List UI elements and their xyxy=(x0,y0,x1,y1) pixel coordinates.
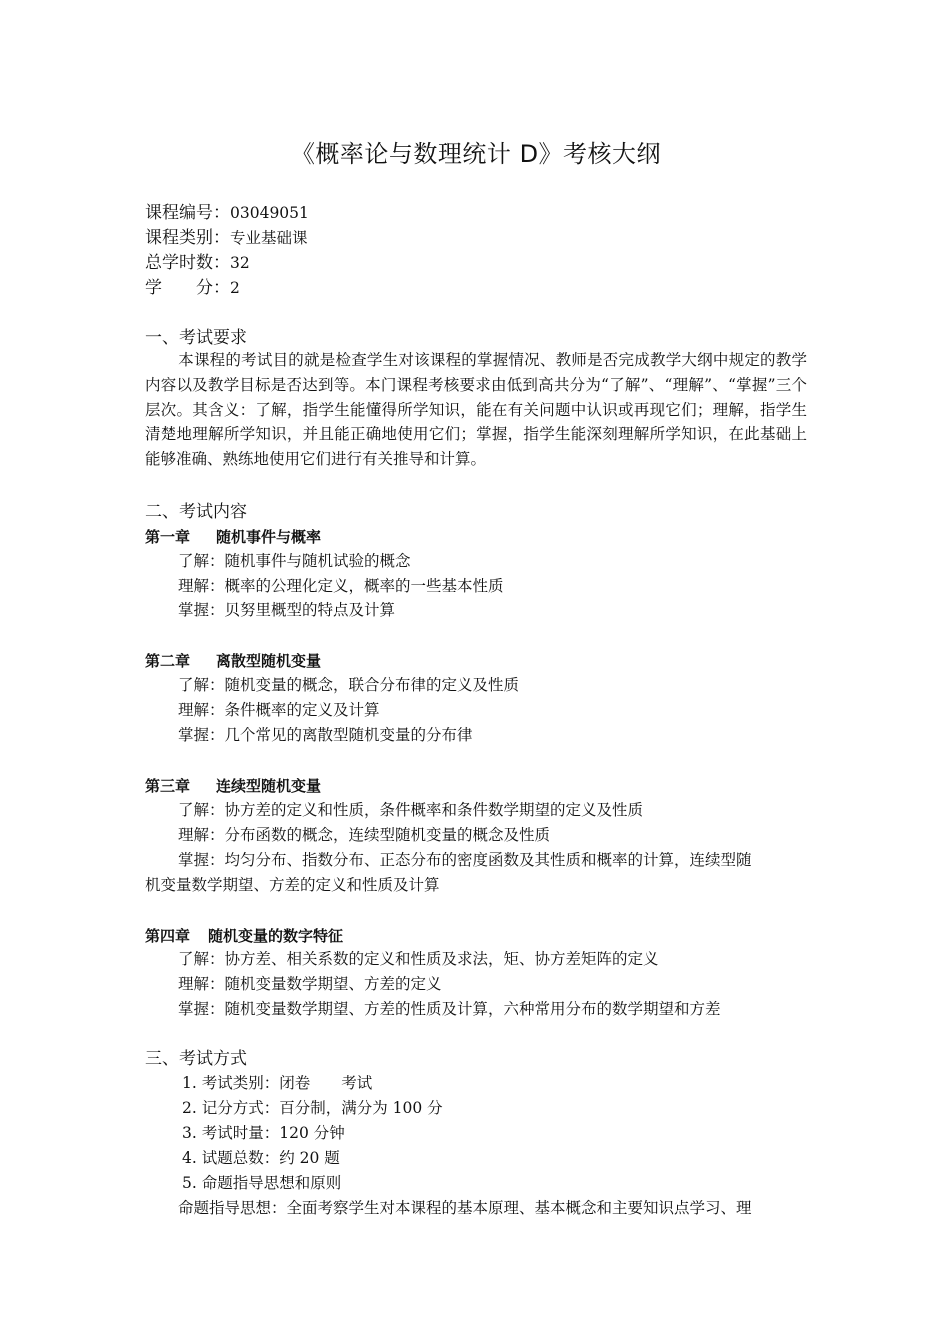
section-1-paragraph-text: 本课程的考试目的就是检查学生对该课程的掌握情况、教师是否完成教学大纲中规定的教学内容以及教学目标是否达到等。本门课程考核要求由低到高共分为“了解”、“理解”、“掌握”三个层次。其含义：了解，指学生能懂得所学知识，能在有关问题中认识或再现它们；理解，指学生清楚地理解所学知识，并且能正确地使用它们；掌握，指学生能深刻理解所学知识，在此基础上能够准确、熟练地使用它们进行有关推导和计算。 xyxy=(145,351,807,469)
chapter-name: 离散型随机变量 xyxy=(216,652,322,670)
info-value: 专业基础课 xyxy=(230,229,308,247)
chapter-4-item: 理解：随机变量数学期望、方差的定义 xyxy=(178,975,442,993)
chapter-3-item: 掌握：均匀分布、指数分布、正态分布的密度函数及其性质和概率的计算，连续型随 xyxy=(178,851,752,869)
info-label: 学 分： xyxy=(145,278,230,298)
chapter-num: 第四章 xyxy=(145,927,191,945)
exam-method-item: 1. 考试类别：闭卷 考试 xyxy=(182,1074,373,1092)
chapter-3-heading xyxy=(145,776,321,796)
section-2-heading: 二、考试内容 xyxy=(145,502,247,522)
chapter-3-item-continued: 机变量数学期望、方差的定义和性质及计算 xyxy=(145,876,440,894)
section-1-heading: 一、考试要求 xyxy=(145,328,247,348)
chapter-2-heading xyxy=(145,651,321,671)
info-label: 课程编号： xyxy=(145,203,230,223)
info-total-hours xyxy=(145,253,250,273)
chapter-2-item: 掌握：几个常见的离散型随机变量的分布律 xyxy=(178,726,473,744)
exam-method-item: 3. 考试时量：120 分钟 xyxy=(182,1124,345,1142)
exam-method-item: 5. 命题指导思想和原则 xyxy=(182,1174,342,1192)
chapter-4-heading xyxy=(145,926,343,946)
info-value: 32 xyxy=(230,254,250,272)
chapter-4-item: 掌握：随机变量数学期望、方差的性质及计算，六种常用分布的数学期望和方差 xyxy=(178,1000,721,1018)
document-title: 《概率论与数理统计 D》考核大纲 xyxy=(290,140,662,168)
info-value: 03049051 xyxy=(230,204,309,222)
info-course-type xyxy=(145,228,308,248)
chapter-1-heading xyxy=(145,527,321,547)
section-1-paragraph xyxy=(145,348,807,472)
chapter-3-item: 理解：分布函数的概念，连续型随机变量的概念及性质 xyxy=(178,826,551,844)
chapter-1-item: 理解：概率的公理化定义，概率的一些基本性质 xyxy=(178,577,504,595)
exam-method-item: 2. 记分方式：百分制，满分为 100 分 xyxy=(182,1099,443,1117)
info-credits xyxy=(145,278,240,298)
chapter-1-item: 了解：随机事件与随机试验的概念 xyxy=(178,552,411,570)
info-value: 2 xyxy=(230,279,240,297)
chapter-num: 第二章 xyxy=(145,652,191,670)
info-label: 总学时数： xyxy=(145,253,230,273)
exam-method-item: 4. 试题总数：约 20 题 xyxy=(182,1149,340,1167)
chapter-name: 连续型随机变量 xyxy=(216,777,322,795)
section-3-heading: 三、考试方式 xyxy=(145,1049,247,1069)
info-label: 课程类别： xyxy=(145,228,230,248)
chapter-num: 第一章 xyxy=(145,528,191,546)
chapter-2-item: 理解：条件概率的定义及计算 xyxy=(178,701,380,719)
chapter-name: 随机变量的数字特征 xyxy=(208,927,344,945)
section-3-last-line: 命题指导思想：全面考察学生对本课程的基本原理、基本概念和主要知识点学习、理 xyxy=(178,1199,752,1217)
chapter-num: 第三章 xyxy=(145,777,191,795)
chapter-4-item: 了解：协方差、相关系数的定义和性质及求法，矩、协方差矩阵的定义 xyxy=(178,950,659,968)
chapter-name: 随机事件与概率 xyxy=(216,528,322,546)
info-course-code xyxy=(145,203,309,223)
chapter-1-item: 掌握：贝努里概型的特点及计算 xyxy=(178,601,396,619)
chapter-2-item: 了解：随机变量的概念，联合分布律的定义及性质 xyxy=(178,676,520,694)
chapter-3-item: 了解：协方差的定义和性质，条件概率和条件数学期望的定义及性质 xyxy=(178,801,644,819)
